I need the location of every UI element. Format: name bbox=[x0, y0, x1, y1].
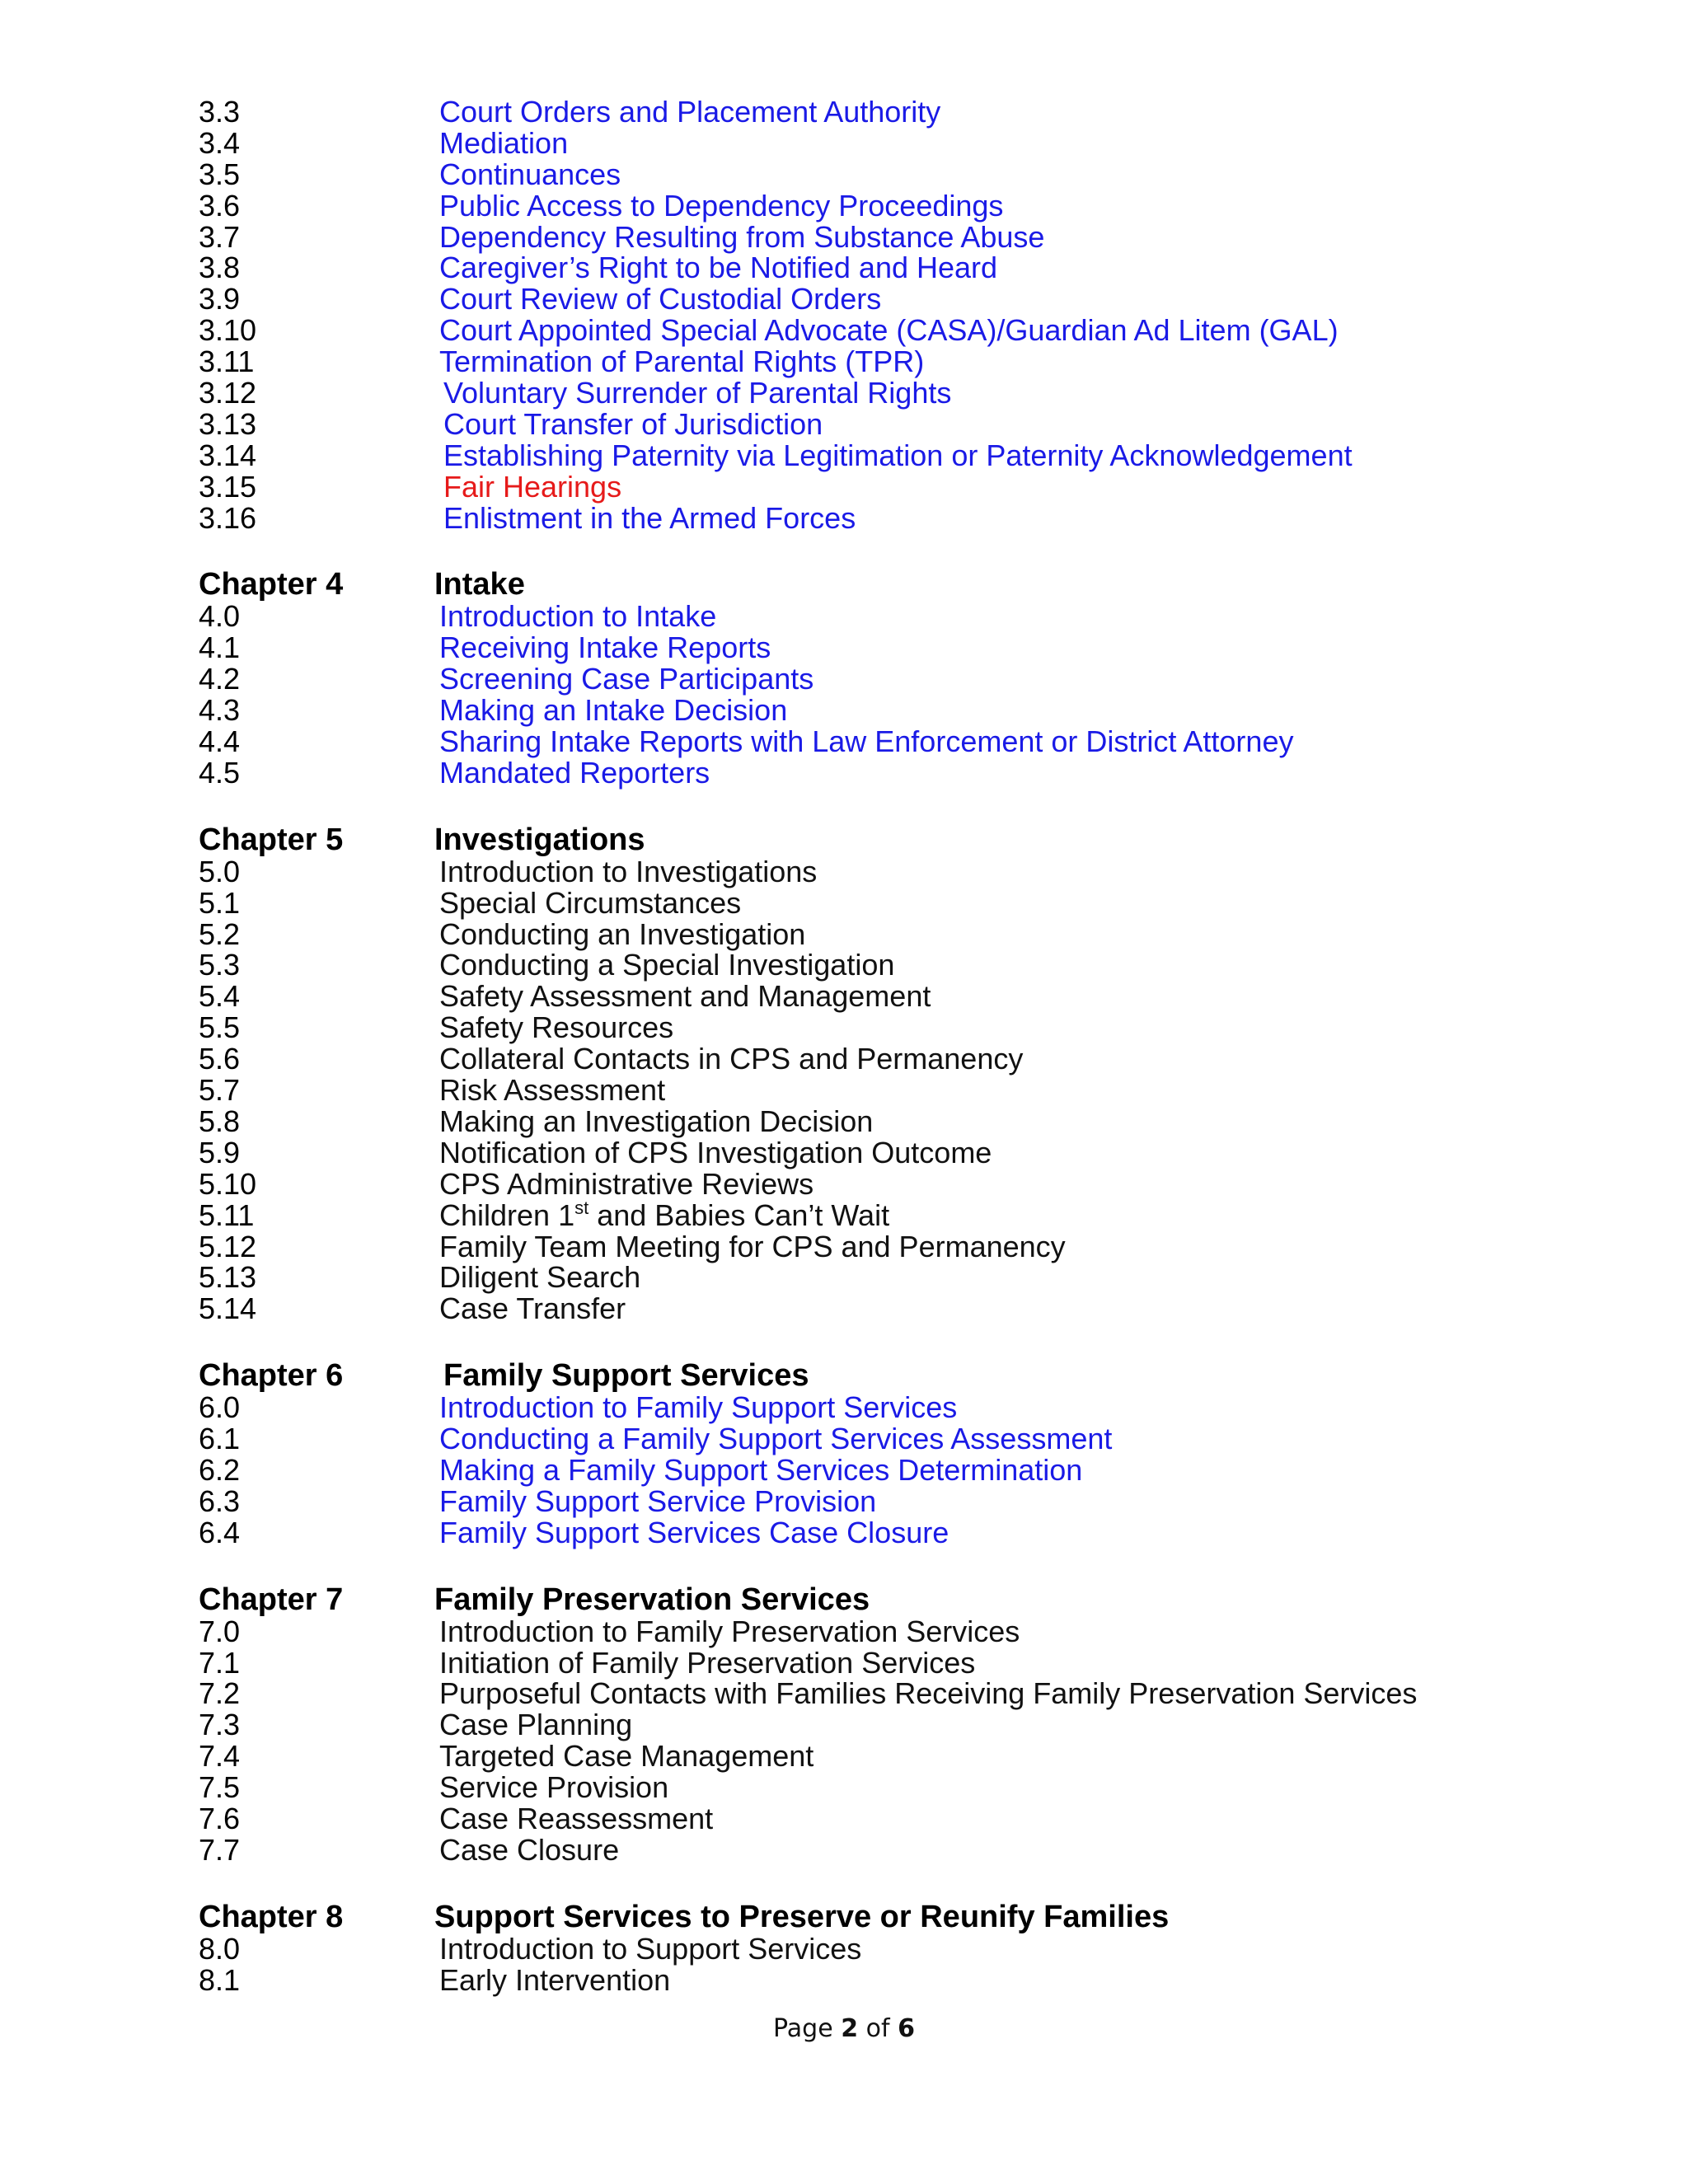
toc-entry-3-13[interactable] bbox=[199, 406, 1600, 441]
entry-number: 5.12 bbox=[199, 1229, 257, 1263]
entry-number: 5.6 bbox=[199, 1042, 241, 1076]
entry-title: Service Provision bbox=[439, 1770, 669, 1805]
entry-link[interactable]: Introduction to Family Support Services bbox=[439, 1390, 958, 1425]
entry-number: 7.6 bbox=[199, 1801, 241, 1835]
toc-entry-4-4[interactable] bbox=[199, 726, 1600, 757]
entry-title: Risk Assessment bbox=[439, 1073, 666, 1108]
chapter-title: Investigations bbox=[434, 822, 645, 857]
toc-entry-3-8[interactable] bbox=[199, 252, 1600, 284]
entry-number: 7.1 bbox=[199, 1645, 241, 1680]
entry-title: Introduction to Family Preservation Services bbox=[439, 1614, 1020, 1648]
entry-title bbox=[439, 1197, 890, 1232]
entry-number: 3.14 bbox=[199, 438, 257, 472]
entry-number: 3.5 bbox=[199, 157, 241, 191]
toc-entry-3-3[interactable] bbox=[199, 96, 1600, 128]
entry-number: 3.12 bbox=[199, 376, 257, 410]
toc-entry-5-11 bbox=[199, 1197, 1600, 1232]
entry-title: Case Reassessment bbox=[439, 1801, 714, 1835]
entry-link[interactable]: Introduction to Intake bbox=[439, 599, 717, 634]
toc-entry-6-2[interactable] bbox=[199, 1452, 1600, 1487]
entry-number: 5.7 bbox=[199, 1073, 241, 1108]
toc-entry-7-1 bbox=[199, 1647, 1600, 1679]
toc-entry-7-3 bbox=[199, 1709, 1600, 1741]
toc-entry-5-6 bbox=[199, 1043, 1600, 1075]
entry-title: Introduction to Investigations bbox=[439, 854, 818, 888]
entry-number: 7.3 bbox=[199, 1708, 241, 1742]
entry-link[interactable]: Family Support Services Case Closure bbox=[439, 1515, 950, 1549]
ordinal-suffix: st bbox=[574, 1197, 589, 1218]
toc-entry-5-13 bbox=[199, 1262, 1600, 1293]
entry-number: 8.1 bbox=[199, 1962, 241, 1997]
entry-title: Case Closure bbox=[439, 1832, 620, 1867]
entry-link[interactable]: Court Review of Custodial Orders bbox=[439, 282, 882, 316]
entry-number: 3.7 bbox=[199, 219, 241, 254]
entry-number: 7.5 bbox=[199, 1770, 241, 1805]
entry-number: 5.14 bbox=[199, 1291, 257, 1326]
entry-link[interactable]: Family Support Service Provision bbox=[439, 1483, 877, 1518]
entry-number: 7.2 bbox=[199, 1676, 241, 1711]
toc-entry-5-1 bbox=[199, 885, 1600, 920]
toc-entry-4-5[interactable] bbox=[199, 757, 1600, 789]
toc-entry-5-2 bbox=[199, 916, 1600, 951]
entry-link[interactable]: Screening Case Participants bbox=[439, 662, 814, 696]
toc-entry-3-6[interactable] bbox=[199, 190, 1600, 222]
toc-entry-3-16[interactable] bbox=[199, 500, 1600, 535]
toc-entry-7-5 bbox=[199, 1772, 1600, 1803]
entry-number: 5.3 bbox=[199, 948, 241, 982]
toc-entry-3-10[interactable] bbox=[199, 315, 1600, 346]
entry-number: 5.4 bbox=[199, 979, 241, 1014]
entry-number: 3.10 bbox=[199, 313, 257, 348]
toc-entry-5-7 bbox=[199, 1075, 1600, 1106]
chapter-heading bbox=[199, 1900, 1600, 1933]
total-page-count: 6 bbox=[898, 2014, 915, 2043]
toc-entry-5-9 bbox=[199, 1137, 1600, 1169]
entry-title-part: Children 1 bbox=[439, 1197, 575, 1232]
entry-link[interactable]: Establishing Paternity via Legitimation or Paternity Acknowledgement bbox=[443, 438, 1353, 472]
entry-number: 5.10 bbox=[199, 1166, 257, 1201]
page-number-footer bbox=[0, 2014, 1688, 2043]
entry-title: Safety Resources bbox=[439, 1010, 674, 1045]
entry-title: Family Team Meeting for CPS and Permanency bbox=[439, 1229, 1066, 1263]
toc-entry-3-15[interactable] bbox=[199, 471, 1600, 503]
table-of-contents bbox=[199, 96, 1600, 1996]
toc-entry-5-3 bbox=[199, 949, 1600, 981]
entry-title: Case Planning bbox=[439, 1708, 633, 1742]
entry-number: 5.0 bbox=[199, 854, 241, 888]
entry-number: 4.2 bbox=[199, 662, 241, 696]
chapter-title: Family Support Services bbox=[443, 1358, 809, 1394]
toc-entry-5-8 bbox=[199, 1106, 1600, 1137]
toc-entry-6-3[interactable] bbox=[199, 1483, 1600, 1518]
entry-number: 5.1 bbox=[199, 885, 241, 920]
entry-title: Purposeful Contacts with Families Receiving Family Preservation Services bbox=[439, 1676, 1418, 1711]
entry-title: Conducting an Investigation bbox=[439, 916, 806, 951]
toc-entry-7-0 bbox=[199, 1616, 1600, 1647]
toc-entry-7-4 bbox=[199, 1741, 1600, 1772]
entry-title: CPS Administrative Reviews bbox=[439, 1166, 814, 1201]
entry-number: 5.8 bbox=[199, 1104, 241, 1138]
entry-title: Safety Assessment and Management bbox=[439, 979, 931, 1014]
entry-link[interactable]: Continuances bbox=[439, 157, 621, 191]
chapter-7-section bbox=[199, 1583, 1600, 1866]
current-page-number: 2 bbox=[841, 2014, 859, 2043]
toc-entry-4-1[interactable] bbox=[199, 632, 1600, 663]
entry-number: 3.13 bbox=[199, 406, 257, 441]
entry-link[interactable]: Mediation bbox=[439, 125, 569, 160]
toc-entry-5-0 bbox=[199, 856, 1600, 888]
entry-number: 6.0 bbox=[199, 1390, 241, 1425]
entry-number: 6.1 bbox=[199, 1422, 241, 1456]
entry-link[interactable]: Sharing Intake Reports with Law Enforcement or District Attorney bbox=[439, 724, 1294, 759]
chapter-6-section bbox=[199, 1359, 1600, 1548]
chapter-label: Chapter 7 bbox=[199, 1582, 344, 1617]
entry-link[interactable]: Conducting a Family Support Services Assessment bbox=[439, 1422, 1113, 1456]
entry-title: Introduction to Support Services bbox=[439, 1931, 862, 1966]
entry-title: Notification of CPS Investigation Outcome bbox=[439, 1135, 992, 1169]
toc-entry-5-12 bbox=[199, 1231, 1600, 1263]
entry-link[interactable]: Dependency Resulting from Substance Abuse bbox=[439, 219, 1045, 254]
entry-number: 7.0 bbox=[199, 1614, 241, 1648]
entry-number: 7.7 bbox=[199, 1832, 241, 1867]
entry-number: 5.11 bbox=[199, 1197, 255, 1232]
entry-title: Conducting a Special Investigation bbox=[439, 948, 895, 982]
entry-link[interactable]: Termination of Parental Rights (TPR) bbox=[439, 344, 925, 379]
toc-entry-4-2[interactable] bbox=[199, 663, 1600, 695]
entry-number: 3.6 bbox=[199, 188, 241, 223]
entry-title: Diligent Search bbox=[439, 1260, 641, 1295]
toc-entry-5-5 bbox=[199, 1012, 1600, 1043]
toc-entry-3-7[interactable] bbox=[199, 219, 1600, 254]
entry-number: 5.2 bbox=[199, 916, 241, 951]
chapter-heading bbox=[199, 1359, 1600, 1392]
entry-number: 4.0 bbox=[199, 599, 241, 634]
entry-link[interactable]: Court Appointed Special Advocate (CASA)/Guardian Ad Litem (GAL) bbox=[439, 313, 1339, 348]
entry-link[interactable]: Making a Family Support Services Determination bbox=[439, 1452, 1083, 1487]
entry-number: 8.0 bbox=[199, 1931, 241, 1966]
chapter-heading bbox=[199, 568, 1600, 601]
toc-entry-6-4[interactable] bbox=[199, 1517, 1600, 1549]
entry-number: 4.3 bbox=[199, 693, 241, 728]
entry-link[interactable]: Caregiver’s Right to be Notified and Heard bbox=[439, 251, 998, 285]
chapter-heading bbox=[199, 1583, 1600, 1616]
entry-link[interactable]: Receiving Intake Reports bbox=[439, 630, 771, 665]
chapter-8-section bbox=[199, 1900, 1600, 1996]
entry-number: 3.9 bbox=[199, 282, 241, 316]
entry-number: 6.4 bbox=[199, 1515, 241, 1549]
entry-number: 3.11 bbox=[199, 344, 255, 379]
entry-title: Early Intervention bbox=[439, 1962, 671, 1997]
chapter-title: Intake bbox=[434, 567, 525, 602]
chapter-title: Family Preservation Services bbox=[434, 1582, 870, 1617]
toc-entry-6-0[interactable] bbox=[199, 1392, 1600, 1423]
entry-title: Targeted Case Management bbox=[439, 1739, 814, 1774]
entry-number: 7.4 bbox=[199, 1739, 241, 1774]
toc-entry-8-1 bbox=[199, 1962, 1600, 1997]
entry-title: Special Circumstances bbox=[439, 885, 742, 920]
toc-entry-4-3[interactable] bbox=[199, 695, 1600, 726]
entry-link[interactable]: Court Orders and Placement Authority bbox=[439, 95, 941, 129]
toc-entry-3-4[interactable] bbox=[199, 125, 1600, 160]
entry-number: 5.9 bbox=[199, 1135, 241, 1169]
toc-entry-3-9[interactable] bbox=[199, 284, 1600, 315]
section-3-list bbox=[199, 96, 1600, 533]
entry-number: 3.8 bbox=[199, 251, 241, 285]
toc-entry-8-0 bbox=[199, 1933, 1600, 1965]
entry-title: Case Transfer bbox=[439, 1291, 626, 1326]
toc-entry-5-14 bbox=[199, 1293, 1600, 1324]
entry-number: 6.2 bbox=[199, 1452, 241, 1487]
toc-entry-5-10 bbox=[199, 1166, 1600, 1201]
entry-number: 5.5 bbox=[199, 1010, 241, 1045]
chapter-title: Support Services to Preserve or Reunify Families bbox=[434, 1899, 1170, 1934]
entry-number: 4.1 bbox=[199, 630, 241, 665]
toc-entry-7-7 bbox=[199, 1832, 1600, 1867]
entry-number: 3.16 bbox=[199, 500, 257, 535]
chapter-heading bbox=[199, 823, 1600, 856]
entry-number: 6.3 bbox=[199, 1483, 241, 1518]
toc-entry-3-14[interactable] bbox=[199, 440, 1600, 471]
footer-middle: of bbox=[858, 2014, 898, 2043]
entry-number: 4.4 bbox=[199, 724, 241, 759]
toc-entry-3-12[interactable] bbox=[199, 377, 1600, 409]
entry-number: 3.15 bbox=[199, 469, 257, 504]
entry-number: 3.4 bbox=[199, 125, 241, 160]
entry-link-highlighted[interactable]: Fair Hearings bbox=[443, 469, 622, 504]
entry-title-part: and Babies Can’t Wait bbox=[588, 1197, 890, 1232]
entry-link[interactable]: Mandated Reporters bbox=[439, 755, 710, 790]
entry-link[interactable]: Making an Intake Decision bbox=[439, 693, 788, 728]
chapter-label: Chapter 4 bbox=[199, 567, 344, 602]
entry-link[interactable]: Enlistment in the Armed Forces bbox=[443, 500, 856, 535]
chapter-label: Chapter 8 bbox=[199, 1899, 344, 1934]
entry-number: 5.13 bbox=[199, 1260, 257, 1295]
footer-prefix: Page bbox=[773, 2014, 842, 2043]
toc-entry-7-6 bbox=[199, 1803, 1600, 1835]
chapter-label: Chapter 5 bbox=[199, 822, 344, 857]
toc-entry-3-11[interactable] bbox=[199, 346, 1600, 377]
chapter-4-section bbox=[199, 568, 1600, 788]
chapter-label: Chapter 6 bbox=[199, 1358, 344, 1394]
entry-link[interactable]: Public Access to Dependency Proceedings bbox=[439, 188, 1004, 223]
entry-number: 3.3 bbox=[199, 95, 241, 129]
entry-number: 4.5 bbox=[199, 755, 241, 790]
toc-entry-3-5[interactable] bbox=[199, 159, 1600, 190]
toc-entry-5-4 bbox=[199, 981, 1600, 1012]
toc-entry-4-0[interactable] bbox=[199, 601, 1600, 632]
entry-link[interactable]: Court Transfer of Jurisdiction bbox=[443, 406, 823, 441]
entry-title: Collateral Contacts in CPS and Permanency bbox=[439, 1042, 1024, 1076]
entry-link[interactable]: Voluntary Surrender of Parental Rights bbox=[443, 376, 952, 410]
chapter-5-section bbox=[199, 823, 1600, 1324]
entry-title: Making an Investigation Decision bbox=[439, 1104, 874, 1138]
entry-title: Initiation of Family Preservation Services bbox=[439, 1645, 976, 1680]
toc-entry-6-1[interactable] bbox=[199, 1423, 1600, 1455]
toc-entry-7-2 bbox=[199, 1678, 1600, 1709]
